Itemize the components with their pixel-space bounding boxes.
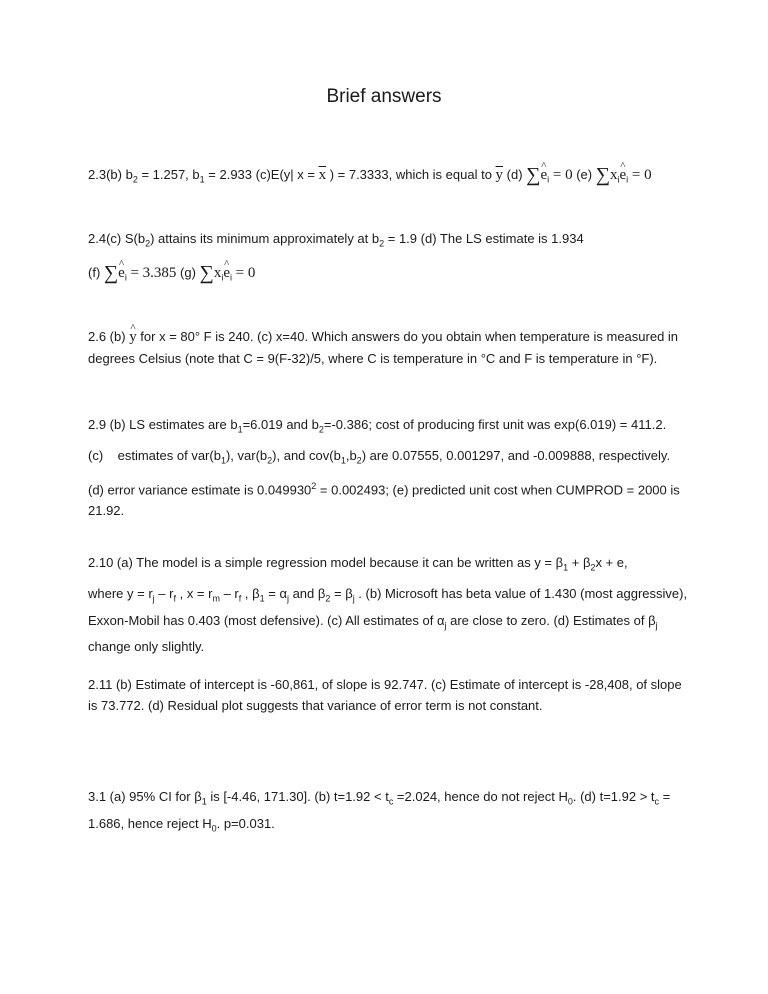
sub: 2 [325,593,331,604]
x-var: x [609,167,618,183]
sub: j [352,593,355,604]
sub: m [212,593,220,604]
sub: j [286,593,289,604]
text: . (b) Microsoft has beta value of 1.430 (most aggressive), Exxon-Mobil has 0.403 (most defensive). (c) All estimates of α [88,586,688,628]
sub: 2 [267,455,273,466]
text: ) attains its minimum approximately at b [150,231,380,246]
text: ), and cov(b [272,448,341,463]
equation-value: = 0 [628,167,652,183]
text: (d) error variance estimate is 0.049930 [88,482,312,498]
sub: 2 [145,238,151,249]
answer-2-4 [88,228,688,255]
y-bar: $\overline{y}$ [495,167,504,183]
sub: 1 [563,562,569,573]
sub: i [617,174,620,185]
sub: i [547,174,550,185]
text: ) are 0.07555, 0.001297, and -0.009888, respectively. [361,448,671,463]
text: for x = 80° F is 240. (c) x=40. Which answers do you obtain when temperature is measured in degrees Celsius (note that C = 9(F-32)/5, where C is temperature in °C and F is temperature in °F). [88,329,679,366]
sub: 1 [220,455,226,466]
text: = 2.933 (c)E(y| x = [204,167,319,182]
text: = α [264,586,287,601]
text: are close to zero. (d) Estimates of β [446,612,656,628]
text: =-0.386; cost of producing first unit was exp(6.019) = 411.2. [323,417,667,432]
text: , x = r [175,586,213,601]
sub: j [655,620,658,631]
sub: 2 [132,174,138,185]
text: (d) [503,167,527,182]
sum-symbol: ∑ [595,164,610,186]
x-var: x [213,265,222,281]
sub: 1 [201,796,207,807]
sub: 1 [259,593,265,604]
equation-value: = 0 [549,167,573,183]
sub: 2 [356,455,362,466]
text: = 1.686, hence reject H [88,789,671,831]
sup: 2 [311,481,317,491]
text: ,b [345,448,357,463]
text: (g) [176,265,200,280]
text: 2.3(b) b [88,167,133,182]
text: x + e, [595,555,628,570]
text: 2.11 (b) Estimate of intercept is -60,861, of slope is 92.747. (c) Estimate of intercept is -28,408, of slope is 73.772. (d) Residual plot suggests that variance of error term is not constant. [88,677,682,713]
text: (e) [572,167,596,182]
text: . (d) t=1.92 > t [572,789,655,804]
page-title: Brief answers [326,86,442,107]
sub: c [388,796,394,807]
text: 2.4(c) S(b [88,231,146,246]
answer-2-10 [88,552,688,579]
sum-symbol: ∑ [199,262,214,284]
text: = 1.257, b [137,167,200,182]
answer-2-10-cont [88,583,688,657]
answer-2-9-c [88,445,688,472]
text: change only slightly. [88,639,205,655]
text: – r [219,586,239,601]
sub: 2 [590,562,596,573]
text: 2.10 (a) The model is a simple regression model because it can be written as y = β [88,555,564,570]
sub: 0 [567,796,573,807]
text: 2.9 (b) LS estimates are b [88,417,238,432]
text: and β [288,586,326,601]
text: ) = 7.3333, which is equal to [326,167,496,182]
text: =6.019 and b [242,417,319,432]
sub: 0 [211,823,217,834]
e-hat: ^ e [540,165,547,186]
sub: i [626,174,629,185]
sum-symbol: ∑ [526,164,541,186]
text: = 0.002493; (e) predicted unit cost when CUMPROD = 2000 is 21.92. [88,482,680,519]
text: – r [154,586,174,601]
text: estimates of var(b [117,448,221,463]
text: ), var(b [225,448,268,463]
text: is [-4.46, 171.30]. (b) t=1.92 < t [206,789,389,804]
text: + β [568,555,591,570]
text: where y = r [88,586,153,601]
sub: 1 [340,455,346,466]
sub: i [221,272,224,283]
text: 2.6 (b) [88,329,130,344]
answer-2-3 [88,164,688,191]
answer-2-4-fg [88,262,688,289]
sub: 2 [379,238,385,249]
sub: f [173,593,176,604]
text: (f) [88,265,104,280]
text: =2.024, hence do not reject H [393,789,568,804]
sub: i [124,272,127,283]
e-hat: ^ e [118,263,125,284]
answer-2-6 [88,326,688,369]
text: = β [330,586,353,601]
text: = 1.9 (d) The LS estimate is 1.934 [384,231,584,246]
equation-value: = 0 [235,265,256,281]
text: , β [241,586,260,601]
text: . p=0.031. [216,815,275,831]
sum-symbol: ∑ [103,262,119,284]
sub: 1 [199,174,205,185]
sub: j [152,593,155,604]
sub: i [229,272,232,283]
answer-2-9-d [88,476,688,521]
answer-2-9-b [88,414,688,441]
sub: 2 [318,424,324,435]
answer-3-1 [88,786,688,839]
sub: f [238,593,242,604]
text: 3.1 (a) 95% CI for β [88,789,202,804]
sub: 1 [237,424,243,435]
y-hat: ^ y [129,327,137,348]
x-bar: $\overline{x}$ [318,167,327,183]
equation-value: = 3.385 [130,265,177,281]
e-hat: ^ e [223,263,230,284]
sub: c [654,796,660,807]
answer-2-11 [88,674,688,716]
text: (c) [88,448,104,463]
e-hat: ^ e [619,165,626,186]
sub: j [444,620,447,631]
